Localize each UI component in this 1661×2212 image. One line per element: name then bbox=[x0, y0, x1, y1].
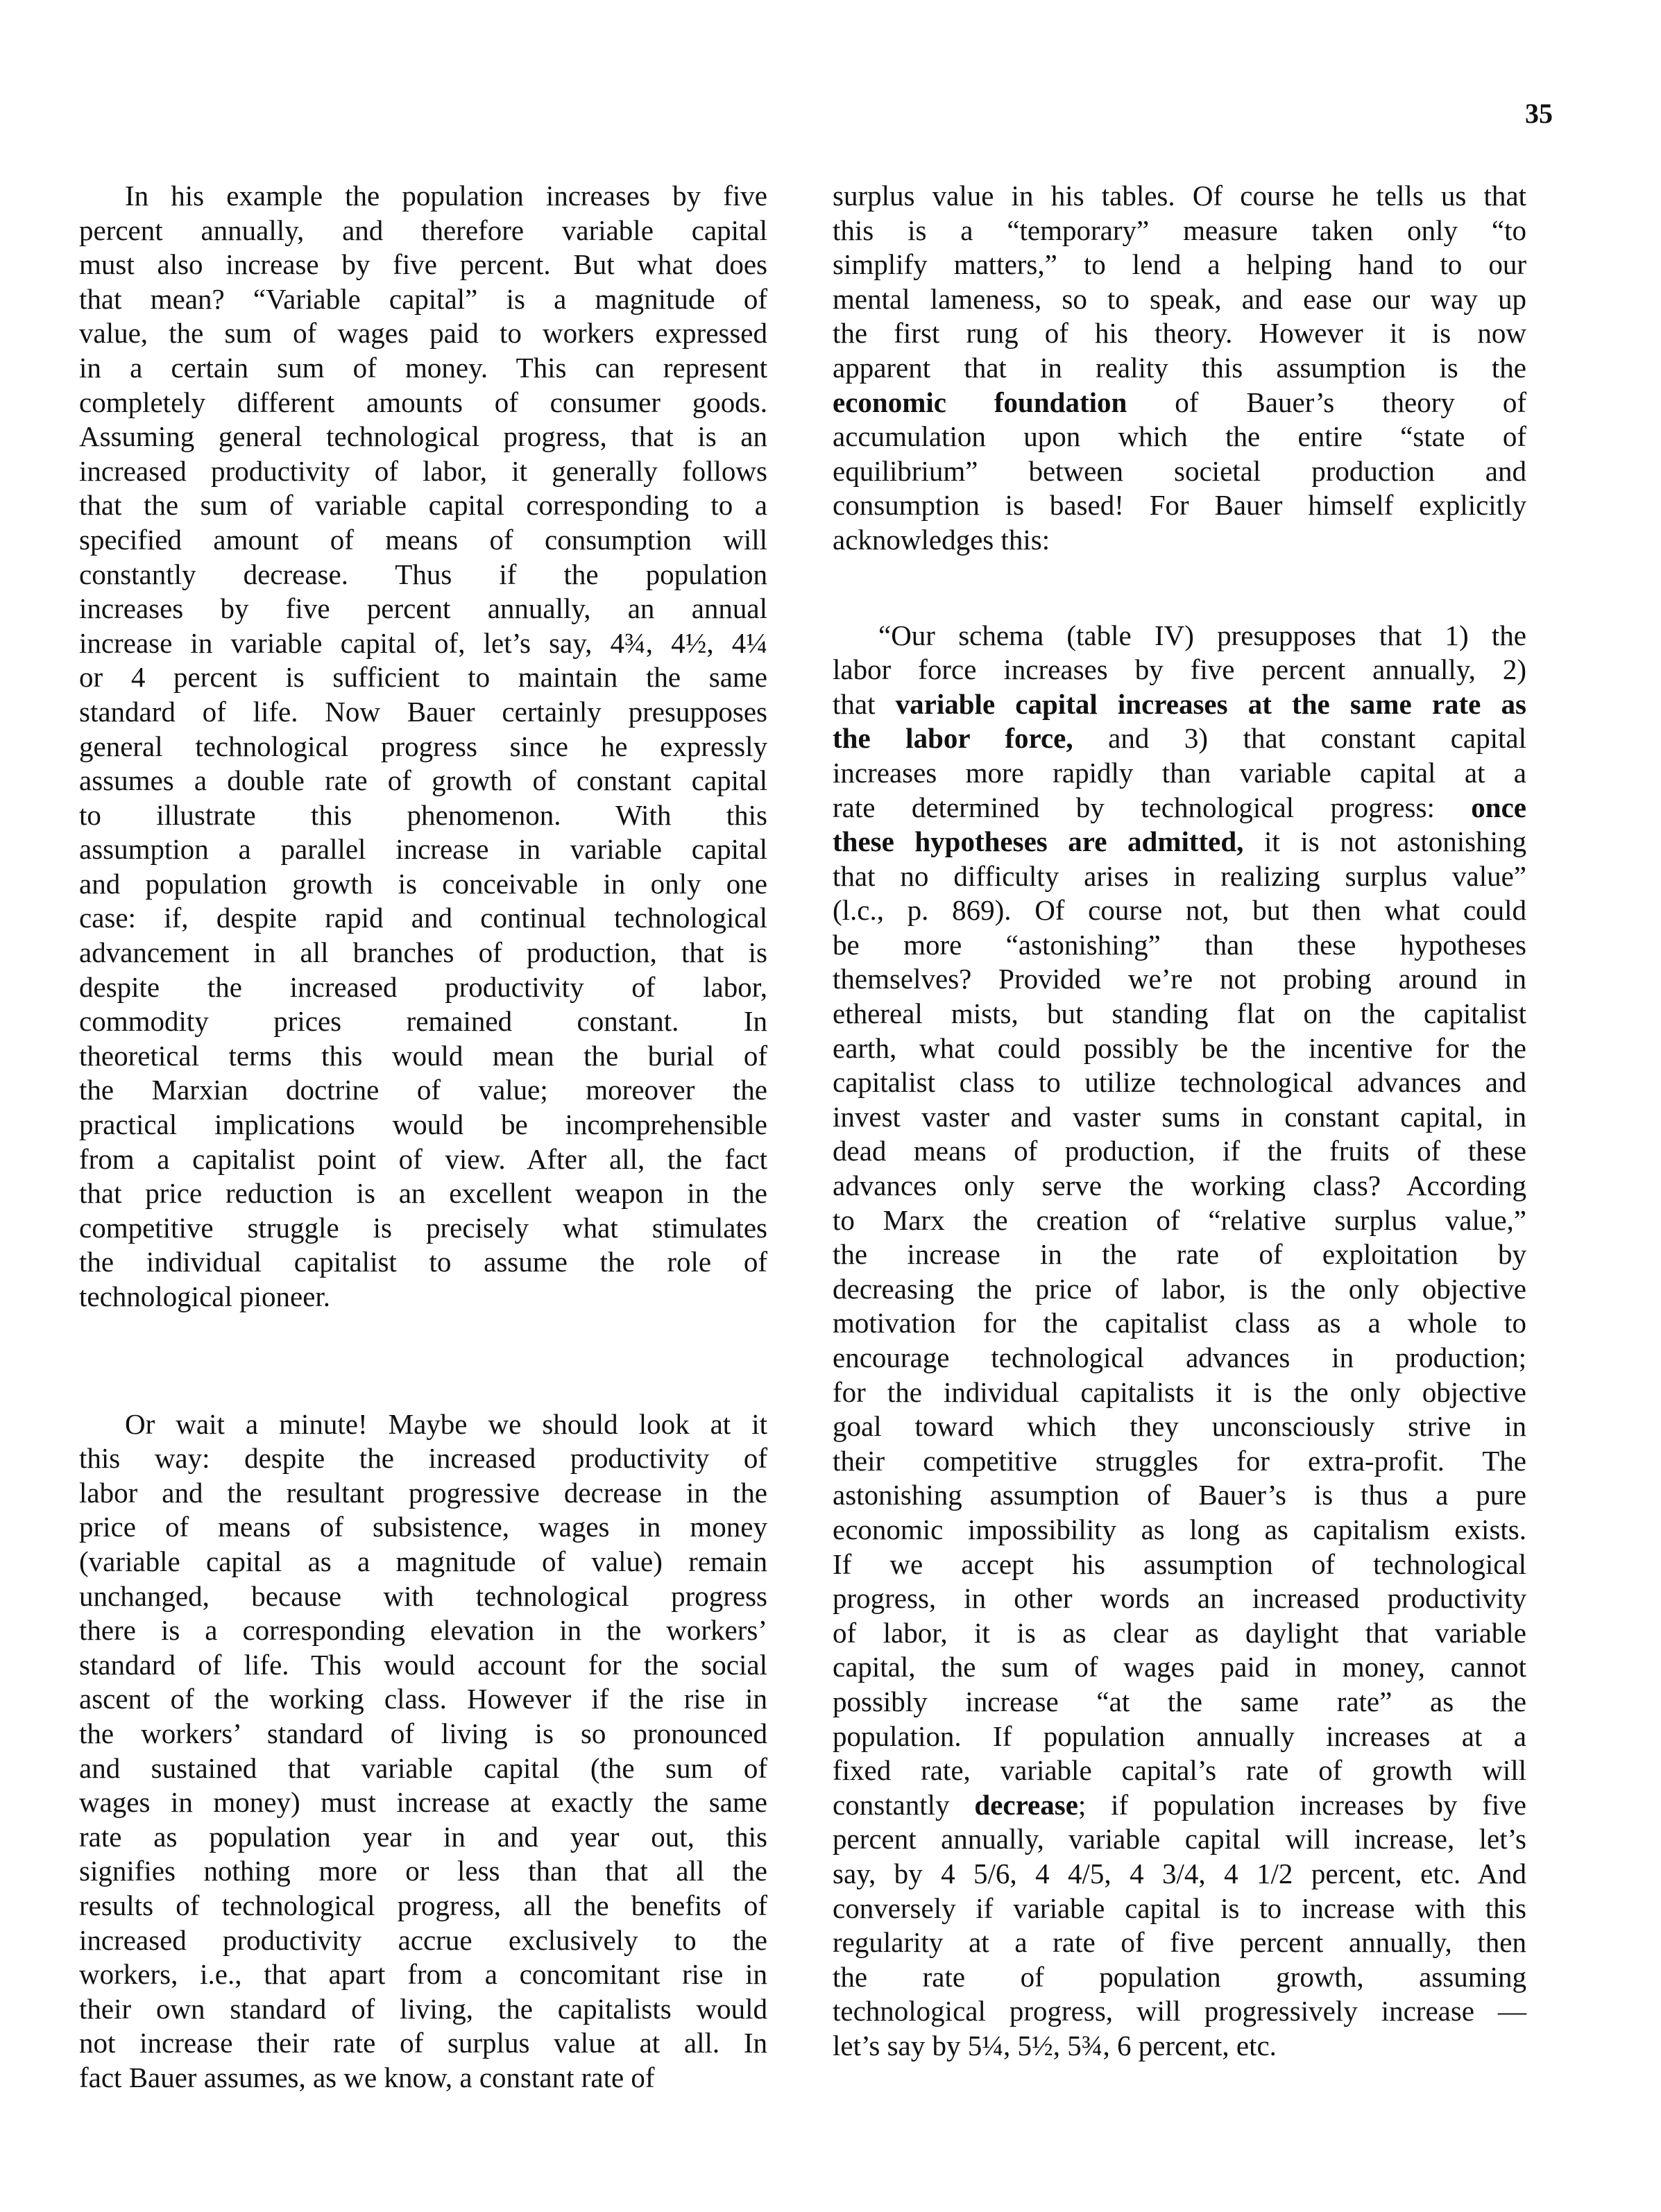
text-line: that price reduction is an excellent weapon in the bbox=[79, 1177, 767, 1210]
text-line: capitalist class to utilize technological advances and bbox=[833, 1066, 1526, 1099]
text-line: fact Bauer assumes, as we know, a constant rate of bbox=[79, 2061, 655, 2093]
emphasis: the labor force, bbox=[833, 722, 1073, 755]
text-line: and population growth is conceivable in only one bbox=[79, 867, 767, 900]
text-line: specified amount of means of consumption will bbox=[79, 523, 767, 556]
text-line: that the sum of variable capital corresponding to a bbox=[79, 489, 767, 522]
text-line: increase in variable capital of, let’s say, 4¾, 4½, 4¼ bbox=[79, 626, 767, 659]
text-line: ethereal mists, but standing flat on the capitalist bbox=[833, 997, 1526, 1030]
text-line: the workers’ standard of living is so pronounced bbox=[79, 1717, 767, 1749]
text-line: their competitive struggles for extra-profit. The bbox=[833, 1444, 1526, 1477]
text-line: and sustained that variable capital (the sum of bbox=[79, 1751, 767, 1784]
emphasis: economic foundation bbox=[833, 386, 1127, 418]
text-line: technological progress, will progressively increase — bbox=[833, 1995, 1526, 2027]
text-line: wages in money) must increase at exactly the same bbox=[79, 1786, 767, 1819]
text-line: the increase in the rate of exploitation by bbox=[833, 1238, 1526, 1271]
text-line: there is a corresponding elevation in the workers’ bbox=[79, 1614, 767, 1647]
text-line: theoretical terms this would mean the burial of bbox=[79, 1039, 767, 1072]
text-line: must also increase by five percent. But what does bbox=[79, 248, 767, 281]
text-line: invest vaster and vaster sums in constant capital, in bbox=[833, 1100, 1526, 1133]
text-line: surplus value in his tables. Of course he tells us that bbox=[833, 180, 1526, 212]
text-line: (l.c., p. 869). Of course not, but then what could bbox=[833, 894, 1526, 927]
text-line: labor force increases by five percent annually, 2) bbox=[833, 653, 1526, 686]
text-line: of labor, it is as clear as daylight that variable bbox=[833, 1616, 1526, 1649]
text-line: say, by 4 5/6, 4 4/5, 4 3/4, 4 1/2 percent, etc. And bbox=[833, 1857, 1526, 1889]
text-line: case: if, despite rapid and continual technological bbox=[79, 902, 767, 934]
text-line: rate determined by technological progress: once bbox=[833, 791, 1526, 823]
paragraph-gap bbox=[833, 558, 1526, 619]
paragraph bbox=[79, 1407, 767, 2095]
text-line: population. If population annually increases at a bbox=[833, 1720, 1526, 1752]
text-line: let’s say by 5¼, 5½, 5¾, 6 percent, etc. bbox=[833, 2029, 1277, 2061]
emphasis: these hypotheses are admitted, bbox=[833, 825, 1244, 858]
text-line: percent annually, and therefore variable capital bbox=[79, 214, 767, 246]
text-line: (variable capital as a magnitude of value) remain bbox=[79, 1545, 767, 1577]
emphasis: decrease bbox=[974, 1788, 1078, 1821]
text-line: that mean? “Variable capital” is a magnitude of bbox=[79, 282, 767, 315]
text-line: commodity prices remained constant. In bbox=[79, 1005, 767, 1038]
text-line: the labor force, and 3) that constant capital bbox=[833, 722, 1527, 755]
text-line: decreasing the price of labor, is the only objective bbox=[833, 1272, 1526, 1305]
text-line: rate as population year in and year out, this bbox=[79, 1820, 767, 1853]
text-line: conversely if variable capital is to increase with this bbox=[833, 1892, 1526, 1924]
paragraph bbox=[79, 179, 767, 1314]
text-line: Assuming general technological progress, that is an bbox=[79, 420, 767, 453]
text-line: themselves? Provided we’re not probing around in bbox=[833, 963, 1526, 995]
paragraph bbox=[833, 179, 1526, 558]
text-line: constantly decrease. Thus if the population bbox=[79, 558, 767, 590]
text-line: value, the sum of wages paid to workers expressed bbox=[79, 317, 767, 350]
text-line: in a certain sum of money. This can represent bbox=[79, 351, 767, 384]
text-line: accumulation upon which the entire “state of bbox=[833, 420, 1526, 453]
text-line: equilibrium” between societal production and bbox=[833, 454, 1526, 487]
text-line: constantly decrease; if population increases by five bbox=[833, 1788, 1526, 1821]
left-column bbox=[79, 179, 767, 2095]
text-line: that variable capital increases at the same rate as bbox=[833, 687, 1526, 720]
text-line: for the individual capitalists it is the only objective bbox=[833, 1375, 1526, 1408]
text-line: the individual capitalist to assume the role of bbox=[79, 1246, 767, 1278]
text-line: mental lameness, so to speak, and ease our way up bbox=[833, 282, 1526, 315]
text-line: price of means of subsistence, wages in money bbox=[79, 1511, 767, 1543]
emphasis: once bbox=[1471, 791, 1526, 823]
text-line: dead means of production, if the fruits of these bbox=[833, 1135, 1526, 1167]
text-line: from a capitalist point of view. After all, the fact bbox=[79, 1142, 767, 1175]
text-line: workers, i.e., that apart from a concomitant rise in bbox=[79, 1958, 767, 1991]
text-line: progress, in other words an increased productivity bbox=[833, 1582, 1526, 1615]
paragraph-gap bbox=[79, 1314, 767, 1407]
text-line: apparent that in reality this assumption is the bbox=[833, 351, 1526, 384]
text-line: their own standard of living, the capitalists would bbox=[79, 1992, 767, 2025]
text-line: completely different amounts of consumer goods. bbox=[79, 386, 767, 418]
text-line: earth, what could possibly be the incentive for the bbox=[833, 1031, 1526, 1064]
text-line: regularity at a rate of five percent annually, then bbox=[833, 1926, 1526, 1959]
text-line: the rate of population growth, assuming bbox=[833, 1960, 1526, 1993]
text-line: despite the increased productivity of labor, bbox=[79, 970, 767, 1003]
text-line: that no difficulty arises in realizing surplus value” bbox=[833, 859, 1526, 892]
text-line: technological pioneer. bbox=[79, 1280, 331, 1312]
text-line: capital, the sum of wages paid in money, cannot bbox=[833, 1651, 1526, 1683]
text-line: increases more rapidly than variable capital at a bbox=[833, 756, 1526, 789]
text-line: increases by five percent annually, an annual bbox=[79, 592, 767, 625]
text-line: general technological progress since he expressly bbox=[79, 730, 767, 762]
text-line: In his example the population increases by five bbox=[125, 180, 767, 212]
text-line: competitive struggle is precisely what stimulates bbox=[79, 1211, 767, 1244]
text-line: economic foundation of Bauer’s theory of bbox=[833, 386, 1526, 418]
text-line: results of technological progress, all the benefits of bbox=[79, 1889, 767, 1921]
text-line: ascent of the working class. However if the rise in bbox=[79, 1683, 767, 1715]
emphasis: variable capital increases at the same rate as bbox=[895, 687, 1526, 720]
text-line: practical implications would be incomprehensible bbox=[79, 1108, 767, 1141]
text-line: encourage technological advances in production; bbox=[833, 1341, 1526, 1373]
text-line: astonishing assumption of Bauer’s is thus a pure bbox=[833, 1479, 1526, 1511]
text-line: standard of life. Now Bauer certainly presupposes bbox=[79, 695, 767, 728]
text-line: assumes a double rate of growth of constant capital bbox=[79, 764, 767, 797]
text-line: consumption is based! For Bauer himself explicitly bbox=[833, 489, 1526, 522]
paragraph bbox=[833, 619, 1526, 2064]
page-number: 35 bbox=[1525, 98, 1553, 129]
text-line: be more “astonishing” than these hypotheses bbox=[833, 928, 1526, 961]
text-line: simplify matters,” to lend a helping hand to our bbox=[833, 248, 1526, 281]
text-line: acknowledges this: bbox=[833, 523, 1050, 556]
text-line: to illustrate this phenomenon. With this bbox=[79, 798, 767, 831]
text-line: fixed rate, variable capital’s rate of growth will bbox=[833, 1754, 1526, 1787]
text-line: this is a “temporary” measure taken only “to bbox=[833, 214, 1526, 246]
text-line: assumption a parallel increase in variable capital bbox=[79, 833, 767, 866]
text-line: increased productivity of labor, it generally follows bbox=[79, 454, 767, 487]
text-line: this way: despite the increased productivity of bbox=[79, 1442, 767, 1475]
text-line: percent annually, variable capital will increase, let’s bbox=[833, 1823, 1526, 1855]
text-line: signifies nothing more or less than that all the bbox=[79, 1855, 767, 1887]
text-line: motivation for the capitalist class as a whole to bbox=[833, 1307, 1526, 1339]
text-line: economic impossibility as long as capitalism exists. bbox=[833, 1513, 1526, 1545]
text-line: “Our schema (table IV) presupposes that 1) the bbox=[878, 619, 1526, 651]
text-line: possibly increase “at the same rate” as the bbox=[833, 1685, 1526, 1717]
text-line: increased productivity accrue exclusively to the bbox=[79, 1923, 767, 1956]
text-line: not increase their rate of surplus value at all. In bbox=[79, 2027, 767, 2059]
text-line: these hypotheses are admitted, it is not astonishing bbox=[833, 825, 1526, 858]
right-column bbox=[833, 179, 1526, 2063]
text-line: standard of life. This would account for the social bbox=[79, 1648, 767, 1681]
text-line: unchanged, because with technological progress bbox=[79, 1579, 767, 1612]
text-line: advancement in all branches of production, that is bbox=[79, 936, 767, 969]
text-line: If we accept his assumption of technological bbox=[833, 1547, 1526, 1580]
text-line: to Marx the creation of “relative surplus value,” bbox=[833, 1203, 1526, 1236]
text-line: Or wait a minute! Maybe we should look at it bbox=[125, 1407, 767, 1440]
text-line: advances only serve the working class? According bbox=[833, 1169, 1526, 1202]
text-line: labor and the resultant progressive decrease in the bbox=[79, 1476, 767, 1509]
text-line: goal toward which they unconsciously strive in bbox=[833, 1410, 1526, 1443]
text-line: or 4 percent is sufficient to maintain the same bbox=[79, 661, 767, 694]
text-line: the first rung of his theory. However it is now bbox=[833, 317, 1526, 350]
text-line: the Marxian doctrine of value; moreover the bbox=[79, 1074, 767, 1106]
